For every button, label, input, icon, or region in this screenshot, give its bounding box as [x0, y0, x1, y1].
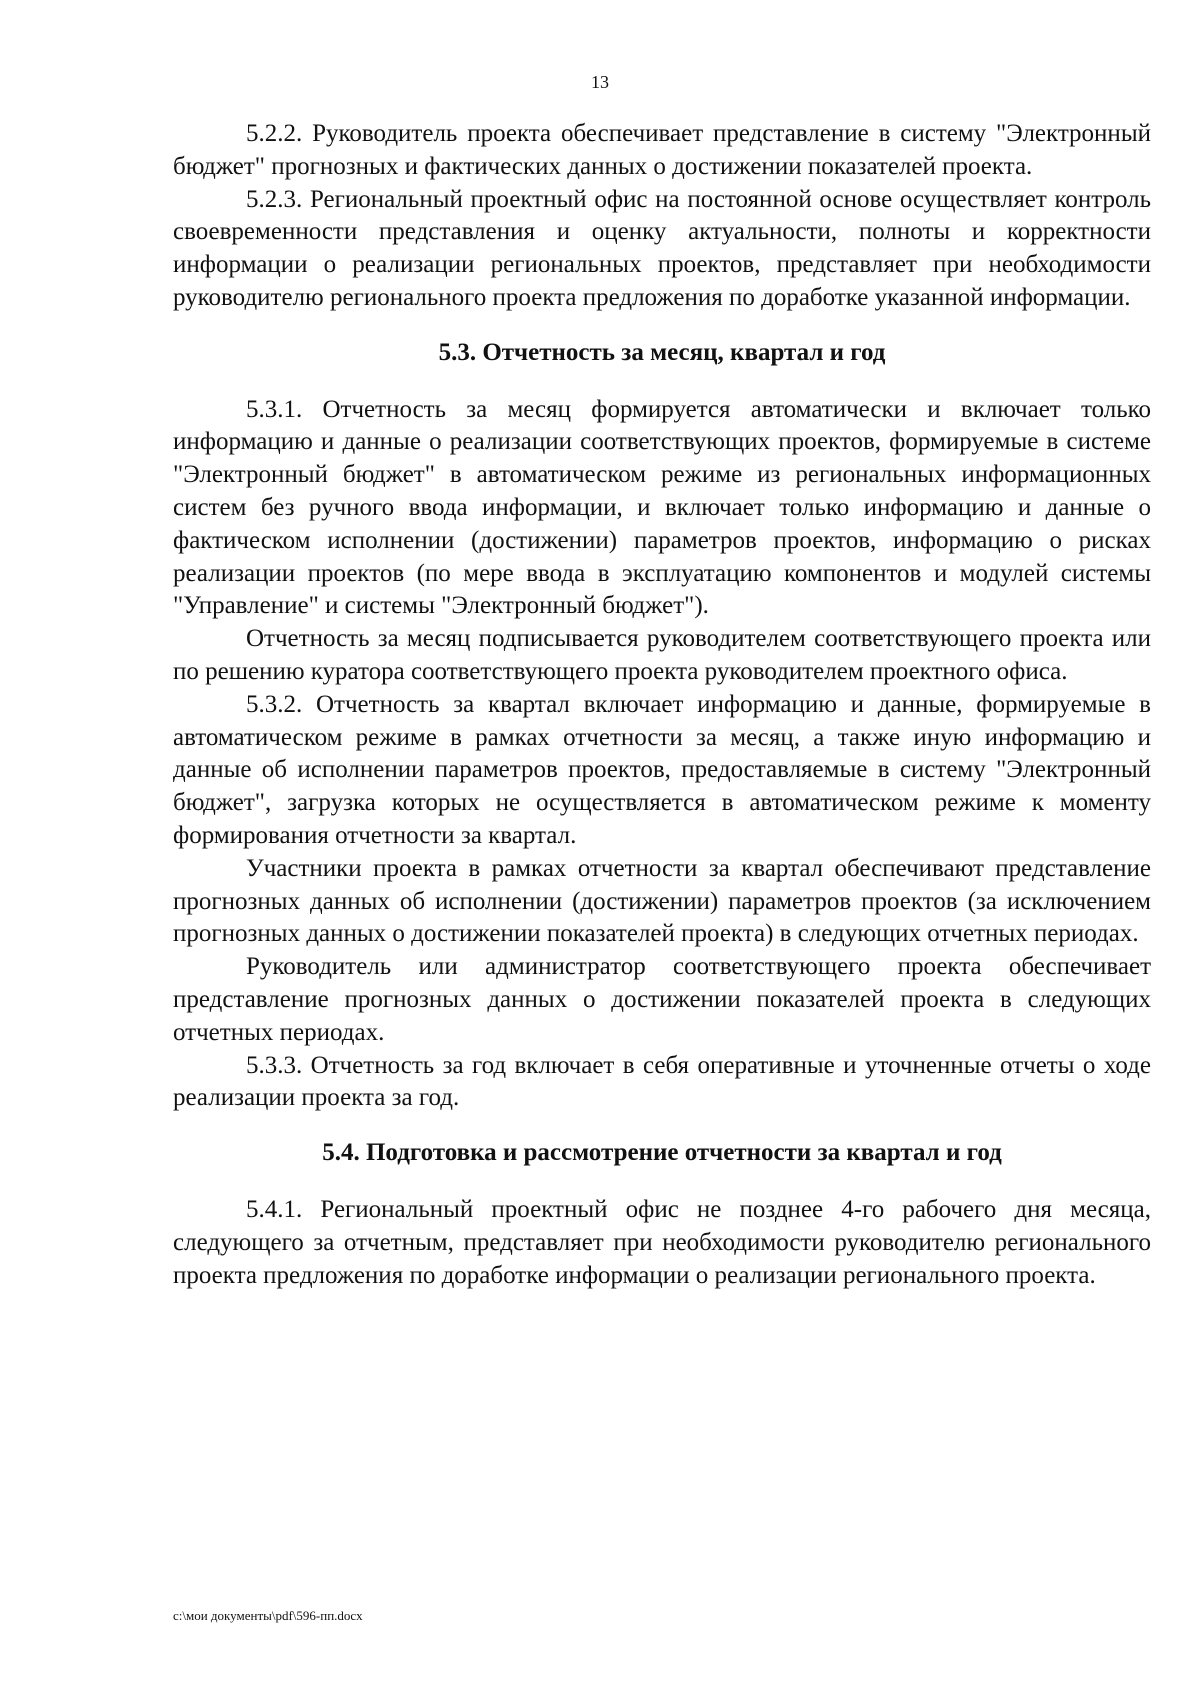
section-5-3-body — [173, 394, 1151, 1116]
footer-file-path: c:\мои документы\pdf\596-пп.docx — [173, 1608, 363, 1623]
section-heading-5-3: 5.3. Отчетность за месяц, квартал и год — [438, 338, 886, 366]
paragraph-5-2-3: 5.2.3. Региональный проектный офис на постоянной основе осуществляет контроль своевременности представления и оценку актуальности, полноты и корректности информации о реализации региональных проектов, представляет при необходимости руководителю регионального проекта предложения по доработке указанной информации. — [173, 185, 1151, 311]
paragraph-5-3-3: 5.3.3. Отчетность за год включает в себя оперативные и уточненные отчеты о ходе реализации проекта за год. — [173, 1051, 1151, 1112]
paragraph-5-2-2: 5.2.2. Руководитель проекта обеспечивает представление в систему "Электронный бюджет" прогнозных и фактических данных о достижении показателей проекта. — [173, 120, 1151, 180]
paragraph-participants: Участники проекта в рамках отчетности за квартал обеспечивают представление прогнозных данных об исполнении (достижении) параметров проектов (за исключением прогнозных данных о достижении показателей проекта) в следующих отчетных периодах. — [173, 854, 1151, 948]
paragraph-5-3-1: 5.3.1. Отчетность за месяц формируется автоматически и включает только информацию и данные о реализации соответствующих проектов, формируемые в системе "Электронный бюджет" в автоматическом режиме из региональных информационных систем без ручного ввода информации, и включает только информацию и данные о фактическом исполнении (достижении) параметров проектов, информацию о рисках реализации проектов (по мере ввода в эксплуатацию компонентов и модулей системы "Управление" и системы "Электронный бюджет"). — [173, 395, 1151, 620]
section-5-4-body — [173, 1194, 1151, 1292]
document-body — [173, 118, 1151, 1292]
paragraph-5-4-1: 5.4.1. Региональный проектный офис не позднее 4-го рабочего дня месяца, следующего за отчетным, представляет при необходимости руководителю регионального проекта предложения по доработке информации о реализации регионального проекта. — [173, 1195, 1151, 1289]
paragraph-project-head: Руководитель или администратор соответствующего проекта обеспечивает представление прогнозных данных о достижении показателей проекта в следующих отчетных периодах. — [173, 953, 1151, 1046]
section-heading-5-4: 5.4. Подготовка и рассмотрение отчетности за квартал и год — [322, 1139, 1002, 1167]
paragraph-monthly-signing: Отчетность за месяц подписывается руководителем соответствующего проекта или по решению куратора соответствующего проекта руководителем проектного офиса. — [173, 625, 1151, 685]
page-number: 13 — [591, 72, 609, 92]
paragraph-5-3-2: 5.3.2. Отчетность за квартал включает информацию и данные, формируемые в автоматическом режиме в рамках отчетности за месяц, а также иную информацию и данные об исполнении параметров проектов, предоставляемые в систему "Электронный бюджет", загрузка которых не осуществляется в автоматическом режиме к моменту формирования отчетности за квартал. — [173, 690, 1151, 849]
